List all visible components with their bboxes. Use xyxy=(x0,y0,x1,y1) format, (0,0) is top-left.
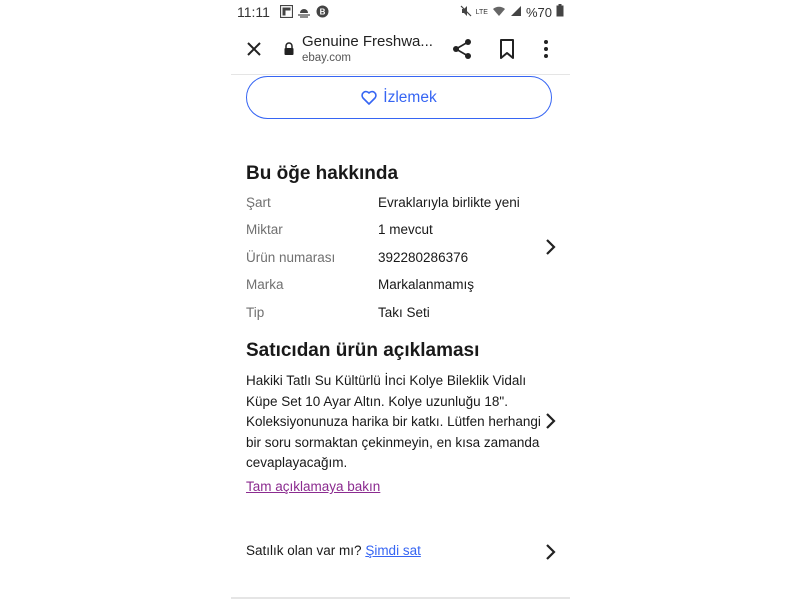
spec-label: Şart xyxy=(246,195,271,210)
status-notification-icons xyxy=(279,4,329,18)
spec-row-brand[interactable] xyxy=(246,277,546,297)
page-title[interactable]: Genuine Freshwa... xyxy=(302,33,433,50)
share-button[interactable] xyxy=(450,37,474,61)
status-bar xyxy=(231,0,570,24)
flipboard-icon xyxy=(279,4,293,18)
bookmark-button[interactable] xyxy=(495,37,519,61)
about-section-title: Bu öğe hakkında xyxy=(246,163,399,184)
spec-value: Evraklarıyla birlikte yeni xyxy=(378,195,520,210)
page-domain[interactable]: ebay.com xyxy=(302,52,352,64)
battery-icon xyxy=(556,4,564,20)
sell-question-text: Satılık olan var mı? xyxy=(246,543,366,558)
sell-row-chevron[interactable] xyxy=(544,542,558,562)
watch-button-label: İzlemek xyxy=(383,88,437,106)
overflow-menu-button[interactable] xyxy=(537,37,555,61)
signal-icon xyxy=(510,5,522,20)
watch-button[interactable] xyxy=(246,76,552,119)
spec-label: Tip xyxy=(246,305,265,320)
spec-row-condition[interactable] xyxy=(246,195,546,215)
spec-row-item-number[interactable] xyxy=(246,250,546,270)
share-icon xyxy=(450,37,474,61)
spec-row-quantity[interactable] xyxy=(246,222,546,242)
spec-value: 392280286376 xyxy=(378,250,469,265)
see-full-description-link[interactable]: Tam açıklamaya bakın xyxy=(246,479,381,494)
phone-screen xyxy=(231,0,570,600)
spec-row-type[interactable] xyxy=(246,305,546,325)
svg-text:B: B xyxy=(319,7,325,16)
item-description-text: Hakiki Tatlı Su Kültürlü İnci Kolye Bileklik Vidalı Küpe Set 10 Ayar Altın. Kolye uzunluğu 18". Koleksiyonunuza harika bir katkı. Lütfen herhangi bir soru sormaktan çekinmeyin, en kısa zamanda cevaplayacağım. xyxy=(246,373,541,470)
spec-value: Takı Seti xyxy=(378,305,430,320)
spec-label: Ürün numarası xyxy=(246,250,336,265)
more-vertical-icon xyxy=(537,37,555,61)
status-time: 11:11 xyxy=(237,4,270,20)
description-chevron[interactable] xyxy=(544,411,558,431)
spec-value: 1 mevcut xyxy=(378,222,433,237)
spec-value: Markalanmamış xyxy=(378,277,475,292)
battery-text: %70 xyxy=(525,4,552,20)
browser-url-bar xyxy=(231,26,570,75)
weather-icon xyxy=(297,4,311,18)
about-section-chevron[interactable] xyxy=(544,237,558,257)
lock-icon xyxy=(283,42,295,54)
lte-label: LTE xyxy=(475,8,488,16)
sell-one-row xyxy=(246,543,421,558)
bottom-divider xyxy=(231,597,570,599)
mute-icon xyxy=(460,5,472,20)
bitcoin-icon xyxy=(315,4,329,18)
sell-now-link[interactable]: Şimdi sat xyxy=(365,543,421,558)
chevron-right-icon xyxy=(544,542,558,562)
wifi-icon xyxy=(492,5,506,20)
heart-icon xyxy=(361,90,377,105)
chevron-right-icon xyxy=(544,411,558,431)
description-section-title: Satıcıdan ürün açıklaması xyxy=(246,340,480,361)
status-system-icons xyxy=(460,4,564,20)
spec-label: Miktar xyxy=(246,222,283,237)
spec-label: Marka xyxy=(246,277,284,292)
chevron-right-icon xyxy=(544,237,558,257)
close-button[interactable] xyxy=(241,36,267,62)
close-icon xyxy=(241,36,267,62)
bookmark-icon xyxy=(495,37,519,61)
